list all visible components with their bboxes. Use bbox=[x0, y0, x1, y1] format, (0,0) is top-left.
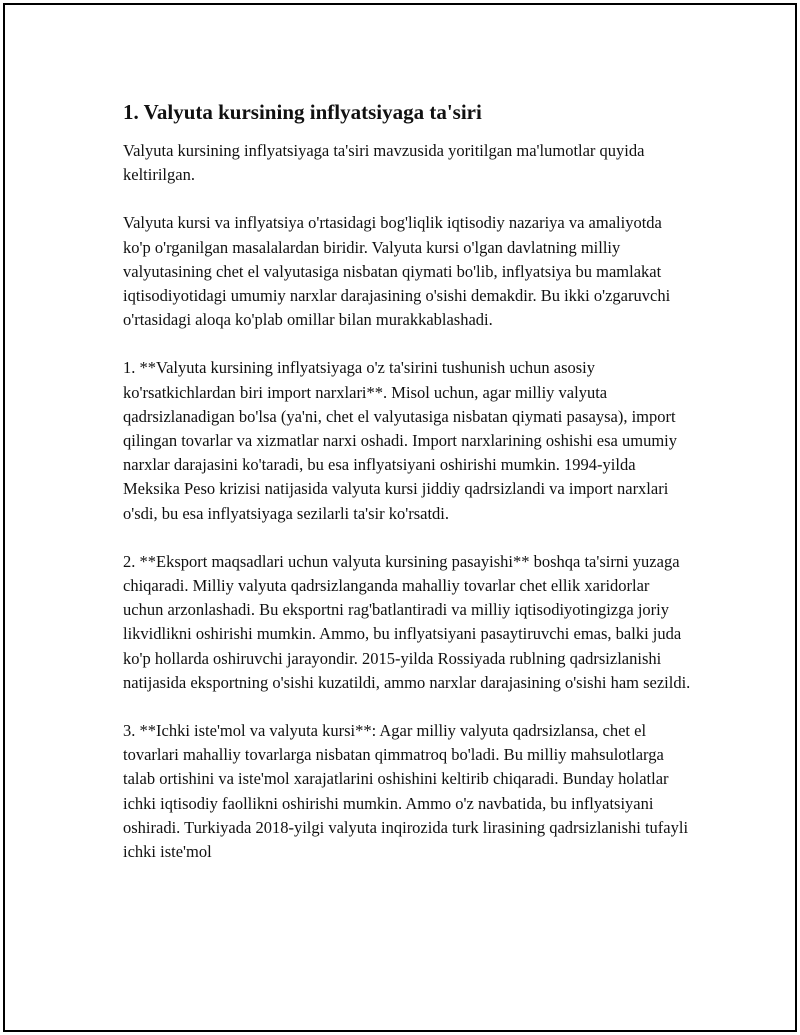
point-two-paragraph: 2. **Eksport maqsadlari uchun valyuta kursining pasayishi** boshqa ta'sirni yuzaga chiqaradi. Milliy valyuta qadrsizlanganda mahalliy tovarlar chet ellik xaridorlar uchun arzonlashadi. Bu eksportni rag'batlantiradi va milliy iqtisodiyotingizga joriy likvidlikni oshirishi mumkin. Ammo, bu inflyatsiyani pasaytiruvchi emas, balki juda ko'p hollarda oshiruvchi jarayondir. 2015-yilda Rossiyada rublning qadrsizlanishi natijasida eksportning o'sishi kuzatildi, ammo narxlar darajasining o'sishi ham sezildi. bbox=[123, 551, 691, 692]
point-one-paragraph: 1. **Valyuta kursining inflyatsiyaga o'z ta'sirini tushunish uchun asosiy ko'rsatkichlardan biri import narxlari**. Misol uchun, agar milliy valyuta qadrsizlanadigan bo'lsa (ya'ni, chet el valyutasiga nisbatan qiymati pasaysa), import qilingan tovarlar va xizmatlar narxi oshadi. Import narxlarining oshishi esa umumiy narxlar darajasini ko'taradi, bu esa inflyatsiyani oshirishi mumkin. 1994-yilda Meksika Peso krizisi natijasida valyuta kursi jiddiy qadrsizlandi va import narxlari o'sdi, bu esa inflyatsiyaga sezilarli ta'sir ko'rsatdi. bbox=[123, 358, 677, 523]
document-page bbox=[3, 3, 797, 1032]
point-three-paragraph: 3. **Ichki iste'mol va valyuta kursi**: Agar milliy valyuta qadrsizlansa, chet el tovarlari mahalliy tovarlarga nisbatan qimmatroq bo'ladi. Bu milliy mahsulotlarga talab ortishini va iste'mol xarajatlarini oshishini keltirib chiqaradi. Bunday holatlar ichki iqtisodiy faollikni oshirishi mumkin. Ammo o'z navbatida, bu inflyatsiyani oshiradi. Turkiyada 2018-yilgi valyuta inqirozida turk lirasining qadrsizlanishi tufayli ichki iste'mol bbox=[123, 721, 689, 862]
document-body bbox=[123, 97, 693, 888]
section-title: 1. Valyuta kursining inflyatsiyaga ta'siri bbox=[123, 100, 482, 124]
intro-paragraph: Valyuta kursining inflyatsiyaga ta'siri mavzusida yoritilgan ma'lumotlar quyida keltirilgan. bbox=[123, 141, 645, 185]
overview-paragraph: Valyuta kursi va inflyatsiya o'rtasidagi bog'liqlik iqtisodiy nazariya va amaliyotda ko'p o'rganilgan masalalardan biridir. Valyuta kursi o'lgan davlatning milliy valyutasining chet el valyutasiga nisbatan qiymati bo'lib, inflyatsiya bu mamlakat iqtisodiyotidagi umumiy narxlar darajasining o'sishi demakdir. Bu ikki o'zgaruvchi o'rtasidagi aloqa ko'plab omillar bilan murakkablashadi. bbox=[123, 213, 671, 330]
